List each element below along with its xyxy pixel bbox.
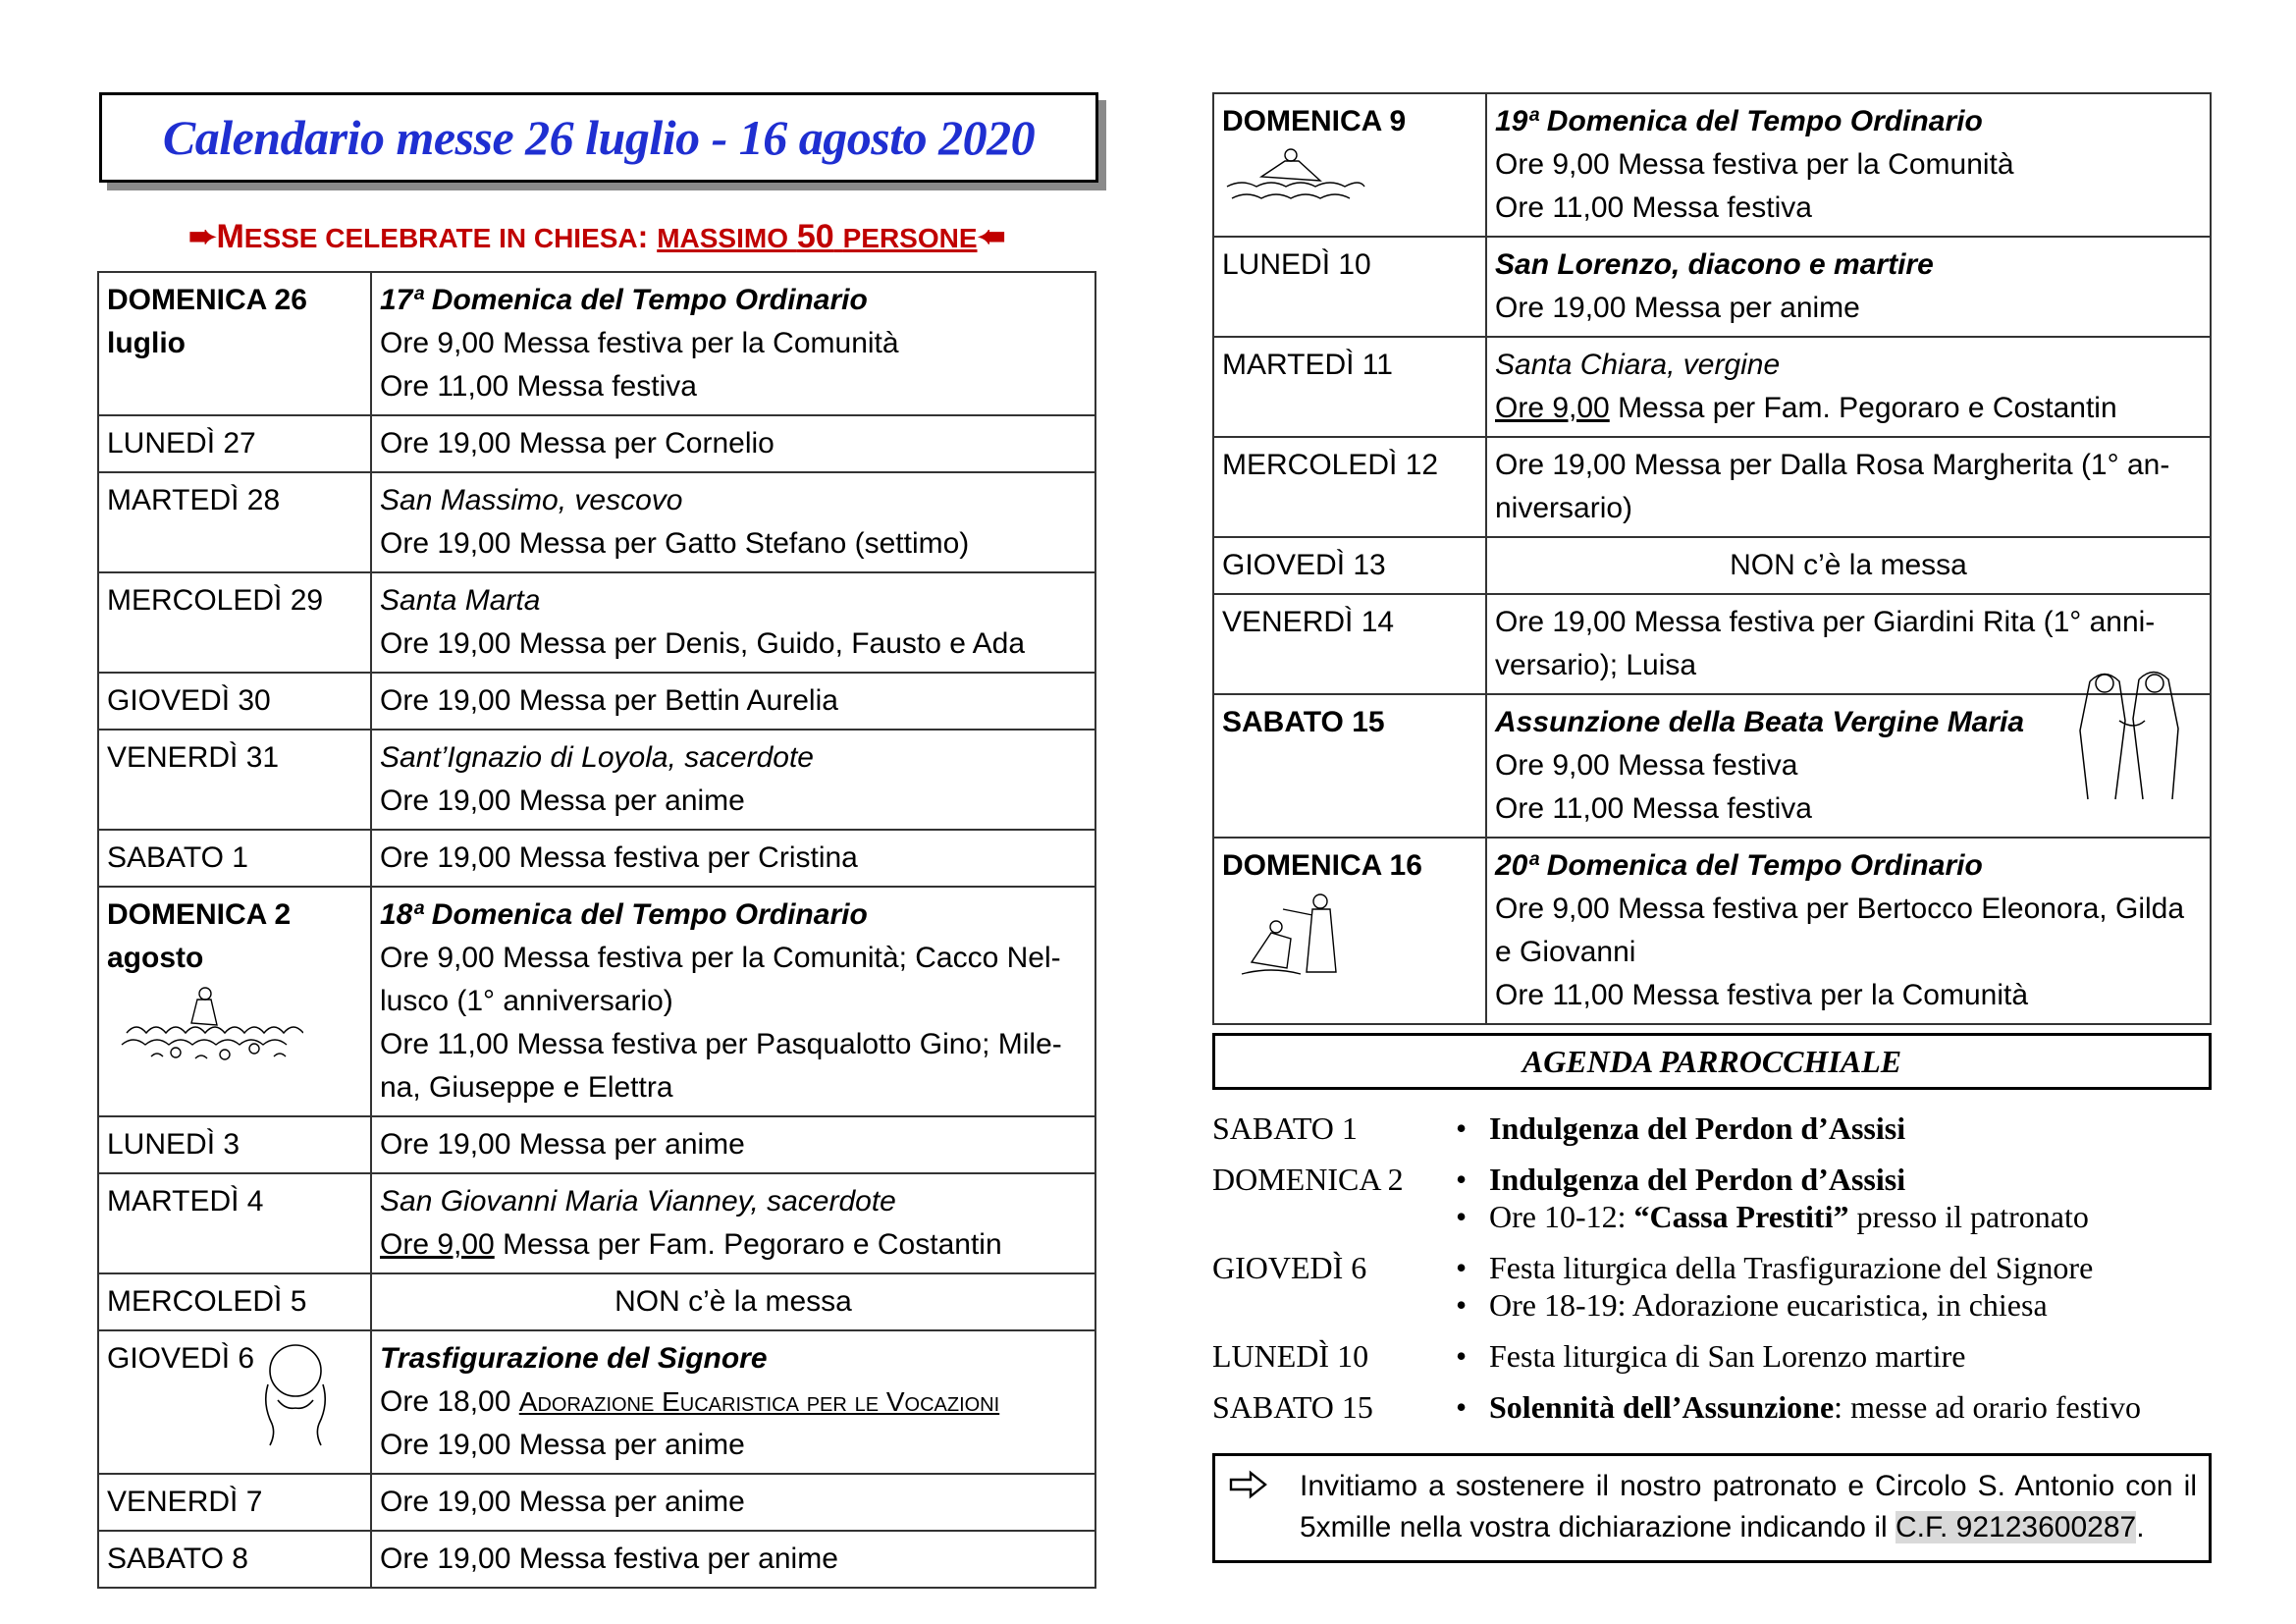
list-item: • Festa liturgica della Trasfigurazione del Signore <box>1448 1249 2093 1286</box>
day-cell: SABATO 8 <box>98 1531 371 1588</box>
mass-cell <box>1486 838 2211 1024</box>
day-cell: MERCOLEDÌ 29 <box>98 572 371 673</box>
mass-cell: Ore 19,00 Messa per Bettin Aurelia <box>371 673 1095 730</box>
agenda-day: SABATO 1 <box>1212 1110 1358 1146</box>
table-row <box>98 1330 1095 1474</box>
day-cell <box>98 887 371 1116</box>
table-row <box>98 830 1095 887</box>
mass-cell: Ore 19,00 Messa festiva per anime <box>371 1531 1095 1588</box>
mass-line: Ore 11,00 Messa festiva <box>1495 792 1812 825</box>
notice-cap: M <box>216 218 244 255</box>
mass-line: Ore 19,00 Messa per Gatto Stefano (settimo) <box>380 527 970 560</box>
table-row <box>1213 93 2211 237</box>
list-item <box>1448 1110 1905 1147</box>
list-item: • Ore 18-19: Adorazione eucaristica, in chiesa <box>1448 1286 2093 1324</box>
list-item <box>1448 1388 2141 1426</box>
day-cell: VENERDÌ 7 <box>98 1474 371 1531</box>
table-row <box>98 887 1095 1116</box>
mass-text: Messa per Fam. Pegoraro e Costantin <box>1609 392 2117 424</box>
agenda-entry-bold: “Cassa Prestiti” <box>1633 1199 1849 1234</box>
agenda-day: DOMENICA 2 <box>1212 1162 1404 1197</box>
table-row <box>98 1273 1095 1330</box>
agenda-day: SABATO 15 <box>1212 1389 1373 1425</box>
feast-title: 19ª Domenica del Tempo Ordinario <box>1495 105 1983 137</box>
agenda-entry-bold: Solennità dell’Assunzione <box>1489 1389 1835 1425</box>
table-row <box>98 472 1095 572</box>
table-row <box>98 730 1095 830</box>
feast-title: 18ª Domenica del Tempo Ordinario <box>380 898 868 931</box>
agenda-row <box>1212 1388 2212 1426</box>
list-item <box>1448 1198 2089 1235</box>
mass-cell <box>371 730 1095 830</box>
table-row <box>98 1173 1095 1273</box>
mass-cell <box>1486 337 2211 437</box>
table-row <box>98 673 1095 730</box>
notice-limit <box>657 219 977 254</box>
callout-text <box>1300 1466 2197 1548</box>
list-item: • Festa liturgica di San Lorenzo martire <box>1448 1337 1965 1375</box>
mass-line: e Giovanni <box>1495 936 1636 968</box>
mass-line: niversario) <box>1495 492 1633 524</box>
tax-code: C.F. 92123600287 <box>1896 1511 2137 1543</box>
day-cell: VENERDÌ 31 <box>98 730 371 830</box>
day-label: DOMENICA 26 <box>107 284 307 316</box>
mass-line <box>380 1223 1087 1267</box>
day-cell: GIOVEDÌ 13 <box>1213 537 1486 594</box>
agenda-entry: : messe ad orario festivo <box>1834 1389 2141 1425</box>
mass-cell: NON c’è la messa <box>371 1273 1095 1330</box>
table-row <box>1213 337 2211 437</box>
mass-line: Ore 19,00 Messa per anime <box>1495 292 1860 324</box>
mass-line: Ore 19,00 Messa per Denis, Guido, Fausto e Ada <box>380 627 1026 660</box>
feast-title: 17ª Domenica del Tempo Ordinario <box>380 284 868 316</box>
agenda-entry: Ore 10-12: <box>1489 1199 1634 1234</box>
mass-text: Messa per Fam. Pegoraro e Costantin <box>494 1228 1002 1261</box>
mass-line: Ore 19,00 Messa per anime <box>380 1429 745 1461</box>
day-cell: MARTEDÌ 11 <box>1213 337 1486 437</box>
saint-title: San Giovanni Maria Vianney, sacerdote <box>380 1185 896 1218</box>
feast-title: Trasfigurazione del Signore <box>380 1342 768 1375</box>
mass-line: lusco (1° anniversario) <box>380 985 673 1017</box>
agenda-row <box>1212 1249 2212 1324</box>
mass-line: Ore 19,00 Messa per anime <box>380 785 745 817</box>
callout-body: Invitiamo a sostenere il nostro patronato e Circolo S. Antonio con il 5xmille nella vostra dichiarazione indicando il <box>1300 1470 2197 1543</box>
agenda-entry: Indulgenza del Perdon d’Assisi <box>1489 1162 1906 1197</box>
saint-title: San Lorenzo, diacono e martire <box>1495 248 1934 281</box>
illustration-icon <box>256 1341 335 1449</box>
day-cell: SABATO 1 <box>98 830 371 887</box>
agenda-entry: Indulgenza del Perdon d’Assisi <box>1489 1110 1906 1146</box>
notice-limit-number: 50 <box>796 218 834 255</box>
mass-cell: Ore 19,00 Messa per Cornelio <box>371 415 1095 472</box>
arrow-right-icon: ➨ <box>187 218 217 255</box>
mass-time: Ore 9,00 <box>380 1228 495 1261</box>
table-row <box>98 1531 1095 1588</box>
table-row <box>1213 537 2211 594</box>
mass-cell <box>1486 93 2211 237</box>
table-row <box>1213 237 2211 337</box>
day-cell: GIOVEDÌ 30 <box>98 673 371 730</box>
schedule-table-left <box>97 271 1096 1589</box>
schedule-table-right <box>1212 92 2212 1025</box>
day-label-month: agosto <box>107 942 204 974</box>
callout-end: . <box>2136 1511 2145 1543</box>
day-cell <box>1213 838 1486 1024</box>
feast-title: 20ª Domenica del Tempo Ordinario <box>1495 849 1983 882</box>
day-label: DOMENICA 16 <box>1222 849 1422 882</box>
day-cell: MARTEDÌ 28 <box>98 472 371 572</box>
day-cell: VENERDÌ 14 <box>1213 594 1486 694</box>
mass-cell <box>371 887 1095 1116</box>
agenda-list <box>1212 1110 2212 1426</box>
mass-line: Ore 19,00 Messa festiva per Giardini Rita (1° anni- <box>1495 606 2156 638</box>
mass-line: Ore 11,00 Messa festiva per la Comunità <box>1495 979 2029 1011</box>
day-cell <box>1213 694 1486 838</box>
notice-limit-end: PERSONE <box>842 223 978 253</box>
mass-cell: Ore 19,00 Messa per anime <box>371 1474 1095 1531</box>
mass-cell: NON c’è la messa <box>1486 537 2211 594</box>
mass-line: Ore 9,00 Messa festiva per la Comunità <box>1495 148 2014 181</box>
day-cell: LUNEDÌ 3 <box>98 1116 371 1173</box>
illustration-icon <box>1222 892 1369 980</box>
day-label: DOMENICA 9 <box>1222 105 1407 137</box>
mass-cell <box>371 1330 1095 1474</box>
day-label-month: luglio <box>107 327 186 359</box>
table-row <box>98 415 1095 472</box>
agenda-day: GIOVEDÌ 6 <box>1212 1250 1367 1285</box>
mass-line: Ore 9,00 Messa festiva per la Comunità <box>380 327 899 359</box>
illustration-icon <box>2060 662 2208 809</box>
mass-cell <box>1486 694 2211 838</box>
arrow-left-icon: ➨ <box>977 218 1006 255</box>
mass-line: versario); Luisa <box>1495 649 1697 681</box>
agenda-row <box>1212 1337 2212 1375</box>
saint-title: Sant’Ignazio di Loyola, sacerdote <box>380 741 814 774</box>
day-cell <box>98 272 371 415</box>
day-cell: MERCOLEDÌ 5 <box>98 1273 371 1330</box>
mass-line: Ore 11,00 Messa festiva <box>1495 191 1812 224</box>
day-cell: LUNEDÌ 10 <box>1213 237 1486 337</box>
table-row <box>98 1116 1095 1173</box>
illustration-icon <box>107 984 303 1062</box>
mass-cell <box>1486 437 2211 537</box>
left-column <box>97 92 1096 1589</box>
mass-cell <box>371 272 1095 415</box>
notice-limit-word: MASSIMO <box>657 223 788 253</box>
day-label: SABATO 15 <box>1222 706 1385 738</box>
adoration-label: Adorazione Eucaristica per le Vocazioni <box>518 1386 1000 1417</box>
day-label: GIOVEDÌ 6 <box>107 1342 255 1375</box>
list-item <box>1448 1161 2089 1198</box>
agenda-row <box>1212 1110 2212 1147</box>
mass-line: Ore 19,00 Messa per Dalla Rosa Margherita (1° an- <box>1495 449 2170 481</box>
mass-line <box>1495 387 2202 430</box>
mass-line: Ore 11,00 Messa festiva per Pasqualotto Gino; Mile- <box>380 1028 1062 1060</box>
mass-cell <box>371 1173 1095 1273</box>
notice-banner <box>97 216 1096 257</box>
mass-cell: Ore 19,00 Messa per anime <box>371 1116 1095 1173</box>
mass-line: na, Giuseppe e Elettra <box>380 1071 673 1104</box>
mass-line: Ore 11,00 Messa festiva <box>380 370 697 403</box>
day-cell: LUNEDÌ 27 <box>98 415 371 472</box>
table-row <box>1213 694 2211 838</box>
mass-line: Ore 9,00 Messa festiva <box>1495 749 1798 782</box>
table-row <box>1213 838 2211 1024</box>
saint-title: Santa Marta <box>380 584 541 617</box>
day-cell: MARTEDÌ 4 <box>98 1173 371 1273</box>
mass-time: Ore 9,00 <box>1495 392 1610 424</box>
agenda-entry: presso il patronato <box>1848 1199 2089 1234</box>
mass-cell <box>371 572 1095 673</box>
hollow-arrow-icon <box>1229 1470 1268 1499</box>
notice-colon: : <box>637 219 649 254</box>
agenda-day: LUNEDÌ 10 <box>1212 1338 1369 1374</box>
table-row <box>1213 437 2211 537</box>
notice-rest: ESSE CELEBRATE IN CHIESA <box>243 223 638 253</box>
day-cell: MERCOLEDÌ 12 <box>1213 437 1486 537</box>
callout-box <box>1212 1453 2212 1563</box>
saint-title: Santa Chiara, vergine <box>1495 349 1781 381</box>
right-column <box>1212 92 2212 1563</box>
table-row <box>98 572 1095 673</box>
illustration-icon <box>1222 147 1369 206</box>
mass-time: Ore 18,00 <box>380 1385 519 1418</box>
day-cell <box>1213 93 1486 237</box>
day-cell <box>98 1330 371 1474</box>
mass-cell <box>1486 237 2211 337</box>
day-label: DOMENICA 2 <box>107 898 292 931</box>
table-row <box>98 272 1095 415</box>
mass-line <box>380 1380 1087 1424</box>
saint-title: San Massimo, vescovo <box>380 484 683 516</box>
table-row <box>98 1474 1095 1531</box>
agenda-title: AGENDA PARROCCHIALE <box>1212 1033 2212 1090</box>
feast-title: Assunzione della Beata Vergine Maria <box>1495 706 2025 738</box>
mass-line: Ore 9,00 Messa festiva per la Comunità; Cacco Nel- <box>380 942 1061 974</box>
mass-cell <box>371 472 1095 572</box>
title-box <box>99 92 1098 183</box>
mass-line: Ore 9,00 Messa festiva per Bertocco Eleonora, Gilda <box>1495 893 2185 925</box>
page-title: Calendario messe 26 luglio - 16 agosto 2020 <box>162 110 1036 165</box>
agenda-row <box>1212 1161 2212 1235</box>
mass-cell: Ore 19,00 Messa festiva per Cristina <box>371 830 1095 887</box>
